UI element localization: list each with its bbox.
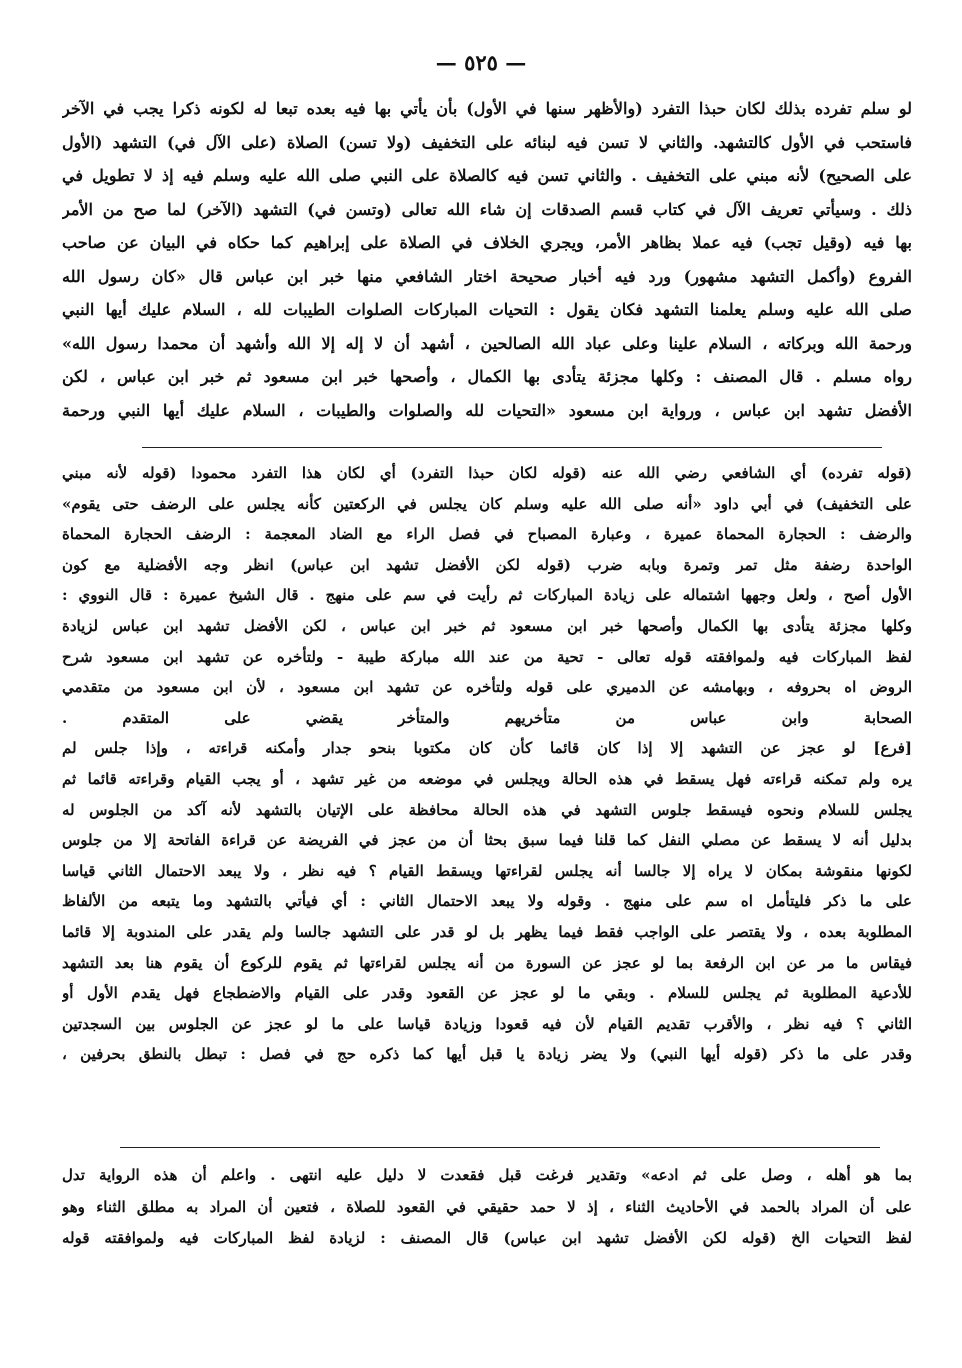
main-text-line: بها فيه (وقيل تجب) فيه عملا بظاهر الأمر، ويجري الخلاف في الصلاة على إبراهيم كما حكاه في البيان عن صاحب [62,233,912,252]
footnote-text [62,1160,912,1255]
main-text-line: صلى الله عليه وسلم يعلمنا التشهد فكان يقول : التحيات المباركات الصلوات الطيبات لله ، السلام عليك أيها النبي [62,300,912,319]
commentary-line: وكلها مجزئة يتأدى بها الكمال وأصحها خبر ابن مسعود ثم خبر ابن عباس ، لكن الأفضل تشهد ابن عباس لزيادة [62,616,912,635]
commentary-line: والرضف : الحجارة المحماة عميرة ، وعبارة المصباح في فصل الراء مع الضاد المعجمة : الرضف الحجارة المحماة [62,525,912,544]
commentary-line: الصحابة وابن عباس من متأخريهم والمتأخر يقضي على المتقدم . [62,708,912,727]
main-text [62,92,912,427]
main-text-line: ورحمة الله وبركاته ، السلام علينا وعلى عباد الله الصالحين ، أشهد أن لا إله إلا الله وأشهد أن محمدا رسول الله» [62,333,912,353]
main-text-line: لو سلم تفرده بذلك لكان حبذا التفرد (والأظهر سنها في الأول) بأن يأتي بها فيه بعده تبعا له لكونه ذكرا يجب في الآخر [62,99,912,118]
commentary-line: الثاني ؟ فيه نظر ، والأقرب تقديم القيام لأن فيه قعودا وزيادة قياسا على ما لو عجز عن الجلوس بين السجدتين [62,1014,912,1033]
main-text-line: رواه مسلم . قال المصنف : وكلها مجزئة يتأدى بها الكمال ، وأصحها خبر ابن مسعود ثم خبر ابن عباس ، لكن [62,367,912,386]
commentary-line: المطلوبة بعده ، ولا يقتصر على الواجب فقط فيما يظهر بل لو قدر على التشهد جالسا ولم يقدر على المندوبة إلا قائما [62,922,912,941]
commentary-line: على ما ذكر فليتأمل اه سم على منهج . وقوله ولا يبعد الاحتمال الثاني : أي فيأتي بالتشهد وما يتبعه من الألفاظ [62,892,912,911]
page-number: — ٥٢٥ — [435,50,527,75]
commentary-line: يره ولم تمكنه قراءته فهل يسقط في هذه الحالة ويجلس في موضعه من غير تشهد ، أو يجب القيام وقراءته قائما ثم [62,769,912,788]
footnote-line: لفظ التحيات الخ (قوله لكن الأفضل تشهد ابن عباس) قال المصنف : لزيادة لفظ المباركات فيه ولموافقته قوله [62,1229,912,1247]
footnote-line: على أن المراد بالحمد في الأحاديث الثناء ، إذ لا حمد حقيقي في القعود للصلاة ، فتعين أن المراد به مطلق الثناء وهو [62,1197,912,1216]
commentary-line: يجلس للسلام ونحوه فيسقط جلوس التشهد في هذه الحالة محافظة على الإتيان بالتشهد لأنه آكد من الجلوس له [62,800,912,819]
commentary-line: الروض اه بحروفه ، وبهامشه عن الدميري على قوله ولتأخره عن تشهد ابن مسعود ، لأن ابن مسعود من متقدمي [62,678,912,697]
main-text-line: فاستحب في الأول كالتشهد. والثاني لا تسن فيه لبنائه على التخفيف (ولا تسن) الصلاة (على الآل في) التشهد (الأول [62,132,912,152]
footnote-line: بما هو أهله ، وصل على ثم ادعه» وتقدير فرغت قبل فقعدت لا دليل عليه انتهى . واعلم أن هذه الرواية تدل [62,1166,912,1184]
commentary-line: الأول أصح ، ولعل وجهها اشتماله على زيادة المباركات ثم رأيت في سم على منهج . قال الشيخ عميرة : قال النووي : [62,586,912,605]
commentary-line: [فرع] لو عجز عن التشهد إلا إذا كان قائما كأن كان مكتوبا بنحو جدار وأمكنه قراءته ، وإذا جلس لم [62,739,912,758]
commentary-line: (قوله تفرده) أي الشافعي رضي الله عنه (قوله لكان حبذا التفرد) أي لكان هذا التفرد محمودا (قوله لأنه مبني [62,464,912,482]
main-text-line: ذلك . وسيأتي تعريف الآل في كتاب قسم الصدقات إن شاء الله تعالى (وتسن في) التشهد (الآخر) لما صح من الأمر [62,199,912,219]
commentary-line: فيقاس ما مر عن ابن الرفعة بما لو عجز عن السورة من أنه يجلس لقراءتها ثم يقوم للركوع أن يقوم هنا بعد التشهد [62,953,912,972]
commentary-line: على التخفيف) في أبي داود «أنه صلى الله عليه وسلم كان يجلس في الركعتين كأنه يجلس على الرضف حتى يقوم» [62,494,912,513]
main-text-line: على الصحيح) لأنه مبني على التخفيف . والثاني تسن فيه كالصلاة على النبي صلى الله عليه وسلم فيه إذ لا تطويل في [62,166,912,185]
commentary-line: الواحدة رضفة مثل تمر وتمرة وبابه ضرب (قوله لكن الأفضل تشهد ابن عباس) انظر وجه الأفضلية مع كون [62,555,912,574]
commentary-line: بدليل أنه لا يسقط عن مصلي النفل كما قلنا فيما سبق بحثا أن من عجز في الفريضة عن قراءة الفاتحة إلا من جلوس [62,831,912,850]
commentary-line: للأدعية المطلوبة ثم يجلس للسلام . وبقي ما لو عجز عن القعود وقدر على القيام والاضطجاع فهل يقدم الأول أو [62,984,912,1003]
footnote-separator-rule [120,1147,880,1148]
commentary-text [62,458,912,1070]
commentary-line: لكونها منقوشة بمكان لا يراه إلا جالسا أنه يجلس لقراءتها ويسقط القيام ؟ فيه نظر ، ولا يبعد الاحتمال الثاني قياسا [62,861,912,880]
commentary-line: وقدر على ما ذكر (قوله أيها النبي) ولا يضر زيادة يا قبل أيها كما ذكره حج في فصل : تبطل بالنطق بحرفين ، [62,1045,912,1064]
main-text-line: الفروع (وأكمل التشهد مشهور) ورد فيه أخبار صحيحة اختار الشافعي منها خبر ابن عباس قال «كان رسول الله [62,266,912,286]
main-text-line: الأفضل تشهد ابن عباس ، ورواية ابن مسعود «التحيات لله والصلوات والطيبات ، السلام عليك أيها النبي ورحمة [62,400,912,420]
commentary-line: لفظ المباركات فيه ولموافقته قوله تعالى - تحية من عند الله مباركة طيبة - ولتأخره عن تشهد ابن مسعود شرح [62,647,912,666]
separator-rule [142,447,882,448]
